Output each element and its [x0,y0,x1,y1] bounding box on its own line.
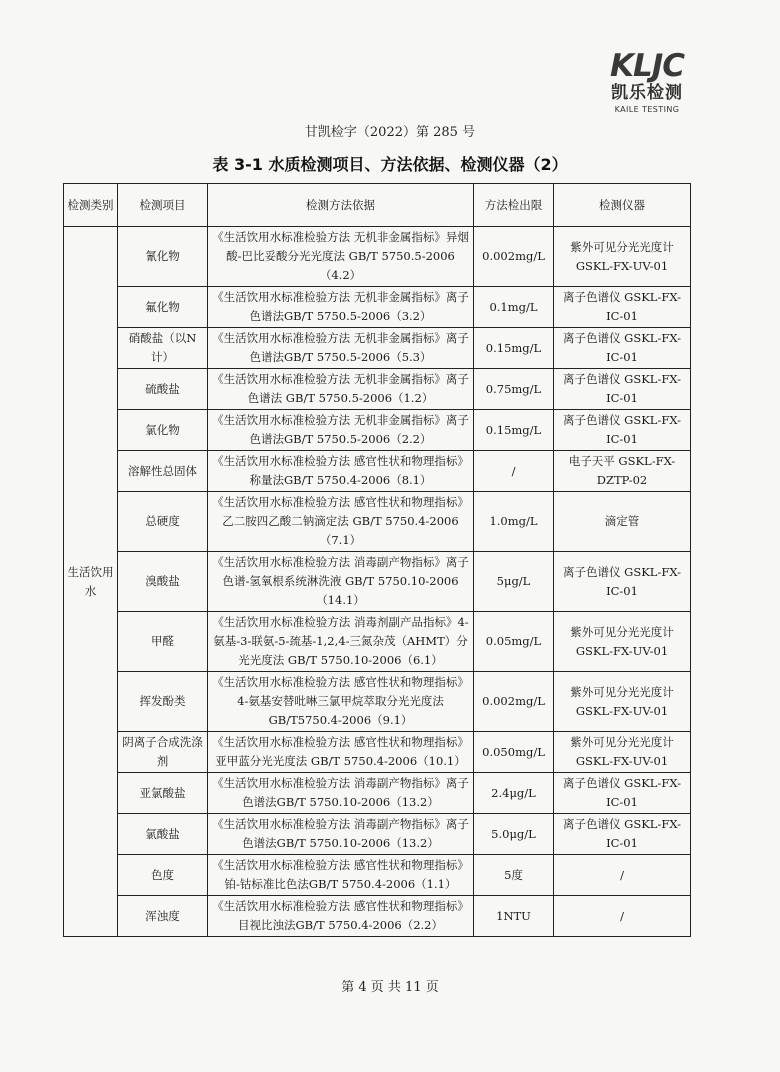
table-row [64,672,691,732]
item-cell: 阴离子合成洗涤剂 [118,732,208,773]
document-number: 甘凯检字（2022）第 285 号 [304,125,476,140]
instrument-cell: 离子色谱仪 GSKL-FX-IC-01 [554,369,691,410]
table-row [64,287,691,328]
item-cell: 溶解性总固体 [118,451,208,492]
table-row [64,855,691,896]
method-cell: 《生活饮用水标准检验方法 无机非金属指标》离子色谱法GB/T 5750.5-2006（5.3） [208,328,474,369]
instrument-cell: 紫外可见分光光度计 GSKL-FX-UV-01 [554,227,691,287]
instrument-cell: 离子色谱仪 GSKL-FX-IC-01 [554,773,691,814]
item-cell: 甲醛 [118,612,208,672]
instrument-cell: 紫外可见分光光度计 GSKL-FX-UV-01 [554,612,691,672]
table-row [64,612,691,672]
method-cell: 《生活饮用水标准检验方法 无机非金属指标》异烟酸-巴比妥酸分光光度法 GB/T 5750.5-2006（4.2） [208,227,474,287]
item-cell: 浑浊度 [118,896,208,937]
instrument-cell: 离子色谱仪 GSKL-FX-IC-01 [554,287,691,328]
instrument-cell: 紫外可见分光光度计 GSKL-FX-UV-01 [554,672,691,732]
logo-english-name: KAILE TESTING [614,105,680,114]
method-cell: 《生活饮用水标准检验方法 感官性状和物理指标》乙二胺四乙酸二钠滴定法 GB/T 5750.4-2006（7.1） [208,492,474,552]
table-row [64,773,691,814]
instrument-cell: / [554,896,691,937]
limit-cell: 0.002mg/L [474,672,554,732]
table-title: 表 3-1 水质检测项目、方法依据、检测仪器（2） [212,155,568,174]
table-row [64,732,691,773]
method-cell: 《生活饮用水标准检验方法 消毒副产物指标》离子色谱法GB/T 5750.10-2006（13.2） [208,814,474,855]
instrument-cell: 电子天平 GSKL-FX-DZTP-02 [554,451,691,492]
table-row [64,227,691,287]
item-cell: 硫酸盐 [118,369,208,410]
item-cell: 亚氯酸盐 [118,773,208,814]
instrument-cell: / [554,855,691,896]
item-cell: 氯酸盐 [118,814,208,855]
table-row [64,552,691,612]
limit-cell: 5.0μg/L [474,814,554,855]
table-header-row [64,184,691,227]
method-cell: 《生活饮用水标准检验方法 感官性状和物理指标》亚甲蓝分光光度法 GB/T 5750.4-2006（10.1） [208,732,474,773]
page-footer: 第 4 页 共 11 页 [341,980,439,995]
limit-cell: 5度 [474,855,554,896]
category-cell: 生活饮用水 [64,227,118,937]
instrument-cell: 离子色谱仪 GSKL-FX-IC-01 [554,552,691,612]
header-category: 检测类别 [64,184,118,227]
limit-cell: 0.15mg/L [474,410,554,451]
limit-cell: 1NTU [474,896,554,937]
table-row [64,328,691,369]
item-cell: 总硬度 [118,492,208,552]
item-cell: 溴酸盐 [118,552,208,612]
limit-cell: 0.75mg/L [474,369,554,410]
table-row [64,369,691,410]
method-cell: 《生活饮用水标准检验方法 消毒剂副产品指标》4-氨基-3-联氨-5-巯基-1,2,4-三氮杂茂（AHMT）分光光度法 GB/T 5750.10-2006（6.1） [208,612,474,672]
method-cell: 《生活饮用水标准检验方法 感官性状和物理指标》铂-钴标准比色法GB/T 5750.4-2006（1.1） [208,855,474,896]
header-limit: 方法检出限 [474,184,554,227]
item-cell: 氟化物 [118,287,208,328]
item-cell: 挥发酚类 [118,672,208,732]
item-cell: 色度 [118,855,208,896]
header-item: 检测项目 [118,184,208,227]
method-cell: 《生活饮用水标准检验方法 感官性状和物理指标》目视比浊法GB/T 5750.4-2006（2.2） [208,896,474,937]
instrument-cell: 滴定管 [554,492,691,552]
limit-cell: 0.05mg/L [474,612,554,672]
header-method: 检测方法依据 [208,184,474,227]
method-cell: 《生活饮用水标准检验方法 消毒副产物指标》离子色谱法GB/T 5750.10-2006（13.2） [208,773,474,814]
water-testing-table [63,183,691,937]
logo-mark: KLJC [609,48,685,84]
method-cell: 《生活饮用水标准检验方法 无机非金属指标》离子色谱法GB/T 5750.5-2006（2.2） [208,410,474,451]
company-logo [602,50,692,116]
method-cell: 《生活饮用水标准检验方法 感官性状和物理指标》称量法GB/T 5750.4-2006（8.1） [208,451,474,492]
instrument-cell: 离子色谱仪 GSKL-FX-IC-01 [554,410,691,451]
table-row [64,492,691,552]
limit-cell: 0.002mg/L [474,227,554,287]
limit-cell: 0.1mg/L [474,287,554,328]
limit-cell: 0.15mg/L [474,328,554,369]
item-cell: 硝酸盐（以N计） [118,328,208,369]
instrument-cell: 离子色谱仪 GSKL-FX-IC-01 [554,328,691,369]
item-cell: 氰化物 [118,227,208,287]
table-row [64,814,691,855]
limit-cell: 2.4μg/L [474,773,554,814]
instrument-cell: 离子色谱仪 GSKL-FX-IC-01 [554,814,691,855]
item-cell: 氯化物 [118,410,208,451]
method-cell: 《生活饮用水标准检验方法 感官性状和物理指标》4-氨基安替吡啉三氯甲烷萃取分光光度法GB/T5750.4-2006（9.1） [208,672,474,732]
logo-chinese-name: 凯乐检测 [611,83,683,103]
method-cell: 《生活饮用水标准检验方法 消毒副产物指标》离子色谱-氢氧根系统淋洗液 GB/T 5750.10-2006（14.1） [208,552,474,612]
instrument-cell: 紫外可见分光光度计 GSKL-FX-UV-01 [554,732,691,773]
limit-cell: / [474,451,554,492]
limit-cell: 5μg/L [474,552,554,612]
limit-cell: 1.0mg/L [474,492,554,552]
header-instrument: 检测仪器 [554,184,691,227]
table-row [64,451,691,492]
table-row [64,896,691,937]
table-row [64,410,691,451]
method-cell: 《生活饮用水标准检验方法 无机非金属指标》离子色谱法GB/T 5750.5-2006（3.2） [208,287,474,328]
method-cell: 《生活饮用水标准检验方法 无机非金属指标》离子色谱法 GB/T 5750.5-2006（1.2） [208,369,474,410]
limit-cell: 0.050mg/L [474,732,554,773]
